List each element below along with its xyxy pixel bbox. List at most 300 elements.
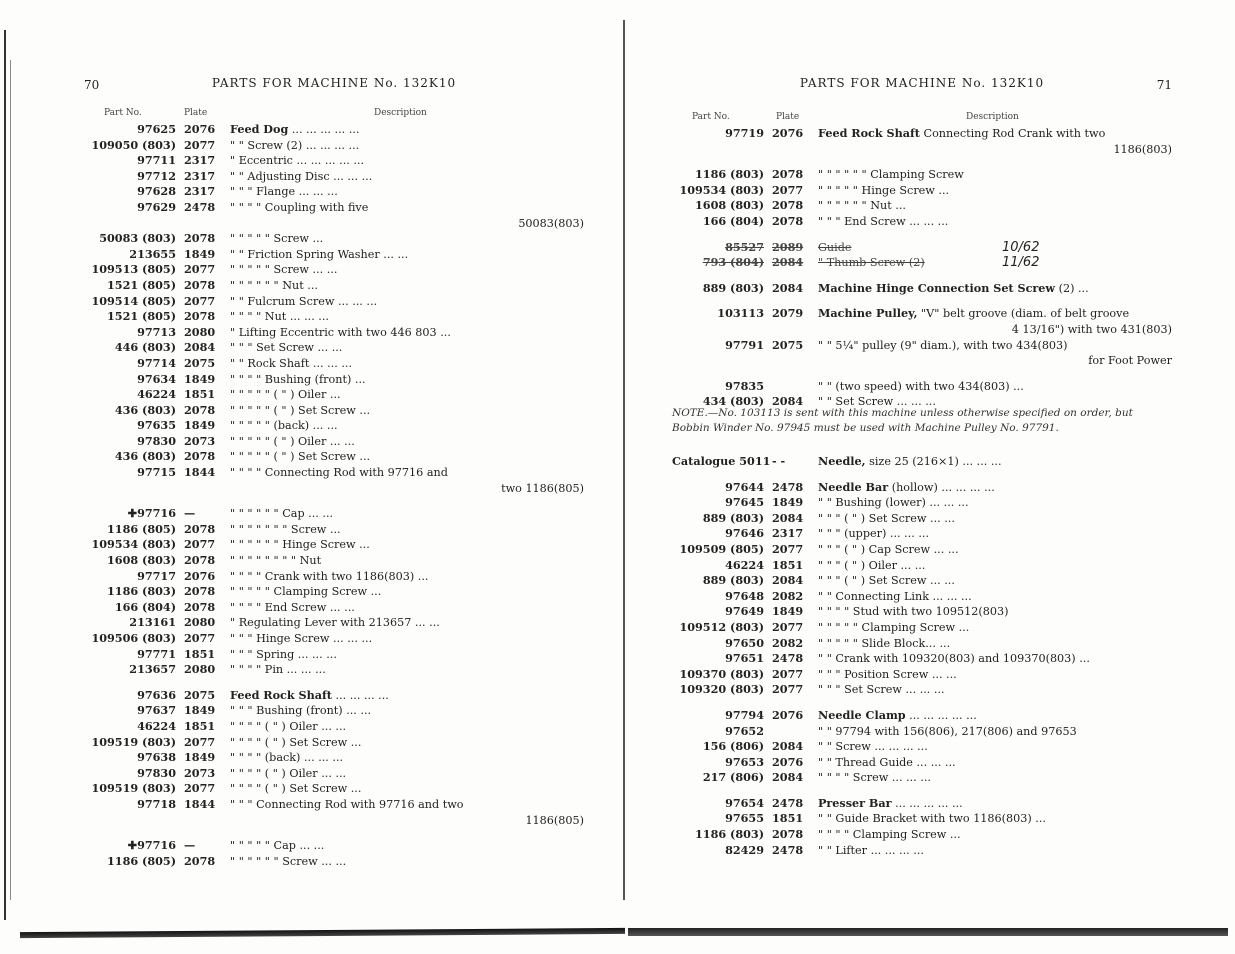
column-header-description: Description (966, 112, 1019, 122)
table-row (672, 811, 1172, 827)
plate-number: 2077 (184, 137, 216, 152)
plate-number: 2084 (772, 573, 804, 588)
part-number: 103113 (717, 306, 764, 321)
part-description: Needle, size 25 (216×1) ... ... ... (818, 454, 1002, 468)
part-number: 109050 (803) (91, 137, 176, 152)
part-number: 97636 (137, 687, 176, 702)
part-description: " " " " " " Cap ... ... (230, 507, 334, 521)
table-row (672, 589, 1172, 605)
table-row (84, 122, 584, 138)
plate-number: 1844 (184, 796, 216, 811)
plate-number: 1849 (184, 418, 216, 433)
part-number: 97645 (725, 495, 764, 510)
plate-number: 2076 (184, 122, 216, 136)
section-heading: Needle, (818, 454, 866, 468)
table-row (84, 688, 584, 704)
plate-number: 2077 (184, 262, 216, 277)
part-number: 109512 (803) (679, 619, 764, 634)
table-row (672, 796, 1172, 812)
part-number: 434 (803) (702, 394, 764, 409)
part-number: 97791 (725, 337, 764, 352)
part-number: 97646 (725, 526, 764, 541)
part-number: 46224 (725, 557, 764, 572)
table-row (672, 338, 1172, 354)
part-number: 109519 (803) (91, 781, 176, 796)
part-number: 109519 (803) (91, 734, 176, 749)
plate-number: 2075 (184, 687, 216, 702)
plate-number: 2082 (772, 588, 804, 603)
part-number: 97629 (137, 199, 176, 214)
part-number: 97713 (137, 324, 176, 339)
parts-list (672, 126, 1172, 410)
part-number: 97655 (725, 811, 764, 826)
part-description: Presser Bar ... ... ... ... ... (818, 795, 963, 810)
book-spine (623, 20, 625, 900)
page-bottom-edge-right (628, 928, 1228, 936)
part-description: " " " " " ( " ) Set Screw ... (230, 450, 371, 464)
part-description: " " " " Clamping Screw ... (818, 828, 961, 842)
part-description: " " " " " Cap ... ... (230, 839, 325, 853)
part-number: 109513 (805) (91, 262, 176, 277)
section-heading: Needle Clamp (818, 707, 906, 722)
table-row (84, 184, 584, 200)
part-description: " " " " Bushing (front) ... (230, 372, 366, 386)
part-description: " " " Connecting Rod with 97716 and two (230, 797, 464, 811)
part-description: " " Connecting Link ... ... ... (818, 589, 972, 603)
plate-number: 1851 (184, 387, 216, 402)
part-description: " " " " Crank with two 1186(803) ... (230, 569, 429, 583)
table-row (84, 200, 584, 216)
part-description: " " " Spring ... ... ... (230, 647, 337, 661)
part-number: 436 (803) (114, 449, 176, 464)
table-row (84, 247, 584, 263)
part-description: " " " " " ( " ) Oiler ... (230, 388, 341, 402)
section-heading: Needle Bar (818, 479, 889, 494)
part-number: 889 (803) (702, 510, 764, 525)
page-edge-shadow (10, 60, 11, 900)
table-row (84, 766, 584, 782)
table-row (84, 356, 584, 372)
part-description: " " " " " " Nut ... (818, 199, 906, 213)
table-row (84, 797, 584, 813)
table-row (672, 306, 1172, 322)
table-row (672, 198, 1172, 214)
column-header-part-no: Part No. (104, 108, 142, 118)
table-row (672, 511, 1172, 527)
column-header-plate: Plate (776, 112, 800, 122)
part-number: 97714 (137, 355, 176, 370)
row-spacer (672, 157, 1172, 167)
part-description: " " " " " " Clamping Screw (818, 168, 964, 182)
part-number: 97715 (137, 465, 176, 480)
part-description: 50083(803) (518, 216, 584, 230)
plate-number: 1849 (184, 371, 216, 386)
part-number: Catalogue 5011 (672, 454, 771, 468)
plate-number: 2478 (772, 842, 804, 857)
plate-number: 2478 (772, 479, 804, 494)
plate-number: 1851 (772, 811, 804, 826)
table-row (84, 449, 584, 465)
table-row (672, 126, 1172, 142)
plate-number: 2089 (772, 239, 804, 254)
part-number: 1521 (805) (107, 309, 176, 324)
table-row (672, 651, 1172, 667)
part-description: " " " Flange ... ... ... (230, 185, 338, 199)
part-description: " " " " " " " " Nut (230, 554, 322, 568)
part-number: 97654 (725, 795, 764, 810)
part-description: " " 97794 with 156(806), 217(806) and 97653 (818, 724, 1077, 738)
part-description: " Thumb Screw (2) (818, 256, 925, 270)
plate-number: 2078 (184, 599, 216, 614)
plate-number: 2078 (772, 198, 804, 213)
plate-number: 2317 (184, 184, 216, 199)
table-row (84, 153, 584, 169)
plate-number: 2078 (184, 853, 216, 868)
part-number: 97712 (137, 168, 176, 183)
part-number: 97718 (137, 796, 176, 811)
plate-number: 2077 (184, 781, 216, 796)
table-row (84, 615, 584, 631)
part-description: " " " " Screw ... ... ... (818, 771, 931, 785)
part-number: ✚97716 (127, 506, 176, 521)
part-number: 97711 (137, 153, 176, 168)
part-description: two 1186(805) (501, 481, 584, 495)
part-number: 1186 (805) (107, 853, 176, 868)
table-row (84, 813, 584, 829)
plate-number: - - (772, 454, 786, 468)
part-number: 166 (804) (702, 213, 764, 228)
plate-number: 2080 (184, 662, 216, 677)
row-spacer (84, 678, 584, 688)
section-heading: Presser Bar (818, 795, 892, 810)
table-row (672, 604, 1172, 620)
plate-number: 2076 (772, 707, 804, 722)
part-description: " " " " Nut ... ... ... (230, 310, 329, 324)
table-row (84, 231, 584, 247)
table-row (84, 569, 584, 585)
part-description: " " " " " Slide Block... ... (818, 636, 951, 650)
table-row (84, 719, 584, 735)
table-row (672, 708, 1172, 724)
part-number: 97652 (725, 723, 764, 738)
part-description: " " " ( " ) Set Screw ... ... (818, 511, 955, 525)
table-row (84, 600, 584, 616)
table-row (84, 703, 584, 719)
plate-number: 2084 (772, 255, 804, 270)
row-spacer (672, 369, 1172, 379)
part-description: " " " " " (back) ... ... (230, 419, 338, 433)
part-number: 82429 (725, 842, 764, 857)
part-number: 97794 (725, 707, 764, 722)
plate-number: 2478 (772, 795, 804, 810)
part-number: 213657 (129, 662, 176, 677)
part-description: " " " " " ( " ) Set Screw ... (230, 403, 371, 417)
plate-number: 2077 (184, 631, 216, 645)
plate-number: 2317 (184, 153, 216, 168)
part-number: 46224 (137, 718, 176, 733)
plate-number: 2077 (772, 682, 804, 697)
handwritten-annotation: 11/62 (1002, 255, 1040, 271)
part-description: for Foot Power (1088, 354, 1172, 368)
part-number: 97634 (137, 371, 176, 386)
part-description: " " " " (back) ... ... ... (230, 751, 344, 765)
table-row (672, 480, 1172, 496)
part-description: " Eccentric ... ... ... ... ... (230, 154, 365, 168)
table-row (672, 542, 1172, 558)
plate-number: 2077 (772, 541, 804, 556)
page-edge-left (4, 30, 6, 920)
table-row (84, 372, 584, 388)
plate-number: 1849 (184, 246, 216, 261)
plate-number: 2076 (184, 568, 216, 583)
part-number: 1186 (805) (107, 521, 176, 536)
plate-number: 2077 (184, 734, 216, 749)
part-number: 436 (803) (114, 402, 176, 417)
part-number: 97835 (725, 378, 764, 393)
plate-number: 2078 (184, 521, 216, 536)
part-description: " " Screw (2) ... ... ... ... (230, 138, 360, 152)
table-row (84, 481, 584, 497)
table-row (672, 755, 1172, 771)
part-number: 156 (806) (702, 739, 764, 754)
part-description: " Lifting Eccentric with two 446 803 ... (230, 325, 451, 339)
part-number: 97717 (137, 568, 176, 583)
part-description: " " 5¼" pulley (9" diam.), with two 434(803) (818, 338, 1068, 352)
part-description: Needle Bar (hollow) ... ... ... ... (818, 479, 995, 494)
table-row (84, 138, 584, 154)
plate-number: 2078 (184, 277, 216, 292)
page-number: 70 (84, 78, 100, 92)
part-number: 793 (804) (702, 255, 764, 270)
plate-number: 2073 (184, 765, 216, 780)
part-description: 1186(805) (525, 813, 584, 827)
plate-number: 1844 (184, 465, 216, 480)
part-number: 97649 (725, 604, 764, 619)
table-row (84, 262, 584, 278)
part-description: " " Rock Shaft ... ... ... (230, 356, 353, 370)
part-description: " " " " Coupling with five (230, 200, 369, 214)
plate-number: 2077 (184, 293, 216, 308)
part-description: " " " " Connecting Rod with 97716 and (230, 466, 448, 480)
table-row (84, 781, 584, 797)
table-row (84, 216, 584, 232)
table-row (84, 631, 584, 647)
table-row (84, 294, 584, 310)
table-row (84, 647, 584, 663)
part-description: " " " " " " Hinge Screw ... (230, 538, 370, 552)
plate-number: 2084 (772, 739, 804, 754)
part-description: " " Bushing (lower) ... ... ... (818, 496, 969, 510)
part-description: Guide (818, 240, 852, 254)
part-number: 97644 (725, 479, 764, 494)
table-row (84, 506, 584, 522)
table-row (672, 770, 1172, 786)
part-number: 109534 (803) (679, 182, 764, 197)
handwritten-annotation: 10/62 (1002, 239, 1040, 255)
row-spacer (672, 470, 1172, 480)
note-paragraph: NOTE.—No. 103113 is sent with this machine unless otherwise specified on order, but Bobbin Winder No. 97945 must be used with Machine Pulley No. 97791. (672, 407, 1133, 434)
column-header-part-no: Part No. (692, 112, 730, 122)
part-description: " " " " ( " ) Oiler ... ... (230, 719, 347, 733)
plate-number: 2078 (184, 553, 216, 568)
part-number: 97653 (725, 754, 764, 769)
table-row (84, 403, 584, 419)
plate-number: 2084 (772, 770, 804, 785)
plate-number: 2078 (184, 309, 216, 324)
part-number: ✚97716 (127, 838, 176, 853)
part-number: 109320 (803) (679, 682, 764, 697)
part-number: 109514 (805) (91, 293, 176, 308)
plate-number: — (184, 838, 196, 853)
table-row (672, 573, 1172, 589)
part-number: 97771 (137, 646, 176, 661)
part-description: " " Adjusting Disc ... ... ... (230, 169, 373, 183)
part-number: 97628 (137, 184, 176, 199)
part-description: " " " " ( " ) Set Screw ... (230, 735, 362, 749)
part-description: " " Crank with 109320(803) and 109370(803) ... (818, 652, 1090, 666)
part-description: " " " " End Screw ... ... (230, 600, 355, 614)
table-row (672, 322, 1172, 338)
section-heading: Machine Pulley, (818, 306, 918, 321)
table-row (84, 418, 584, 434)
table-row (672, 739, 1172, 755)
table-row (84, 854, 584, 870)
parts-list (84, 122, 584, 869)
plate-number: 1851 (184, 646, 216, 661)
part-description: " " " " " Hinge Screw ... (818, 183, 950, 197)
part-number: 97637 (137, 703, 176, 718)
part-description: " " " " Stud with two 109512(803) (818, 605, 1009, 619)
part-number: 97830 (137, 433, 176, 448)
table-row (672, 495, 1172, 511)
section-heading: Feed Rock Shaft (230, 687, 332, 702)
part-number: 889 (803) (702, 573, 764, 588)
part-description: " Regulating Lever with 213657 ... ... (230, 616, 440, 630)
part-number: 166 (804) (114, 599, 176, 614)
table-row (672, 255, 1172, 271)
part-description: " " Screw ... ... ... ... (818, 740, 928, 754)
parts-list-needle (672, 454, 1172, 858)
table-row (672, 620, 1172, 636)
plate-number: 2317 (772, 526, 804, 541)
page-bottom-edge-left (20, 928, 625, 938)
table-row (84, 584, 584, 600)
table-row (84, 662, 584, 678)
plate-number: 1849 (772, 495, 804, 510)
table-row (672, 214, 1172, 230)
section-heading: Feed Rock Shaft (818, 126, 920, 140)
plate-number: 2080 (184, 615, 216, 630)
page-title: PARTS FOR MACHINE No. 132K10 (211, 76, 457, 90)
section-heading: Feed Dog (230, 122, 289, 136)
part-description: " " " Hinge Screw ... ... ... (230, 632, 373, 645)
table-row (672, 379, 1172, 395)
part-description: " " Thread Guide ... ... ... (818, 755, 956, 769)
part-description: " " " " ( " ) Set Screw ... (230, 782, 362, 796)
part-number: 109506 (803) (91, 631, 176, 645)
plate-number: 1851 (184, 718, 216, 733)
table-row (672, 240, 1172, 256)
plate-number: 2078 (184, 584, 216, 599)
part-number: 109370 (803) (679, 666, 764, 681)
table-row (672, 281, 1172, 297)
part-number: 97830 (137, 765, 176, 780)
part-description: Machine Hinge Connection Set Screw (2) ... (818, 280, 1089, 295)
part-number: 889 (803) (702, 280, 764, 295)
plate-number: 2078 (772, 827, 804, 842)
plate-number: 2075 (772, 337, 804, 352)
part-number: 109509 (805) (679, 541, 764, 556)
plate-number: 2080 (184, 324, 216, 339)
part-description: 1186(803) (1113, 142, 1172, 156)
part-number: 109534 (803) (91, 537, 176, 552)
table-row (84, 278, 584, 294)
plate-number: 1851 (772, 557, 804, 572)
plate-number: 2077 (184, 537, 216, 552)
table-row (672, 353, 1172, 369)
table-row (672, 667, 1172, 683)
row-spacer (84, 828, 584, 838)
part-description: " " Set Screw ... ... ... (818, 395, 936, 409)
part-description: " " (two speed) with two 434(803) ... (818, 379, 1024, 393)
plate-number: 2084 (772, 510, 804, 525)
part-number: 97625 (137, 122, 176, 136)
part-description: " " " " ( " ) Oiler ... ... (230, 766, 347, 780)
part-number: 46224 (137, 387, 176, 402)
part-description: Feed Dog ... ... ... ... ... (230, 122, 360, 136)
part-description: " " " " " ( " ) Oiler ... ... (230, 434, 355, 448)
part-description: " " " (upper) ... ... ... (818, 527, 930, 541)
page-title: PARTS FOR MACHINE No. 132K10 (799, 76, 1045, 90)
table-row (84, 553, 584, 569)
row-spacer (672, 230, 1172, 240)
plate-number: 2073 (184, 433, 216, 448)
table-row (84, 325, 584, 341)
part-description: " " " Bushing (front) ... ... (230, 704, 372, 718)
part-description: " " Guide Bracket with two 1186(803) ... (818, 812, 1046, 826)
table-row (84, 838, 584, 854)
plate-number: 2077 (772, 666, 804, 681)
part-description: Feed Rock Shaft ... ... ... ... (230, 687, 389, 702)
part-description: " " " " " Clamping Screw ... (230, 585, 382, 599)
page-header (84, 74, 584, 94)
part-description: " " " " " Clamping Screw ... (818, 620, 970, 634)
part-number: 446 (803) (114, 340, 176, 355)
part-description: " " " ( " ) Set Screw ... ... (818, 574, 955, 588)
part-description: " " " " Pin ... ... ... (230, 663, 326, 677)
table-row (672, 558, 1172, 574)
plate-number: 2077 (772, 182, 804, 197)
table-row (84, 434, 584, 450)
row-spacer (672, 296, 1172, 306)
plate-number: 1849 (184, 750, 216, 765)
page-number: 71 (1156, 78, 1172, 92)
part-number: 1186 (803) (695, 167, 764, 182)
table-row (84, 465, 584, 481)
part-number: 213161 (129, 615, 176, 630)
part-number: 1608 (803) (107, 553, 176, 568)
plate-number: 1849 (184, 703, 216, 718)
part-number: 97719 (725, 126, 764, 140)
part-description: " " " " " Screw ... ... (230, 263, 338, 277)
table-row (84, 169, 584, 185)
part-description: 4 13/16") with two 431(803) (1011, 322, 1172, 336)
column-header-description: Description (374, 108, 427, 118)
part-number: 97648 (725, 588, 764, 603)
plate-number: 2079 (772, 306, 804, 321)
table-row (672, 167, 1172, 183)
part-number: 1186 (803) (695, 827, 764, 842)
